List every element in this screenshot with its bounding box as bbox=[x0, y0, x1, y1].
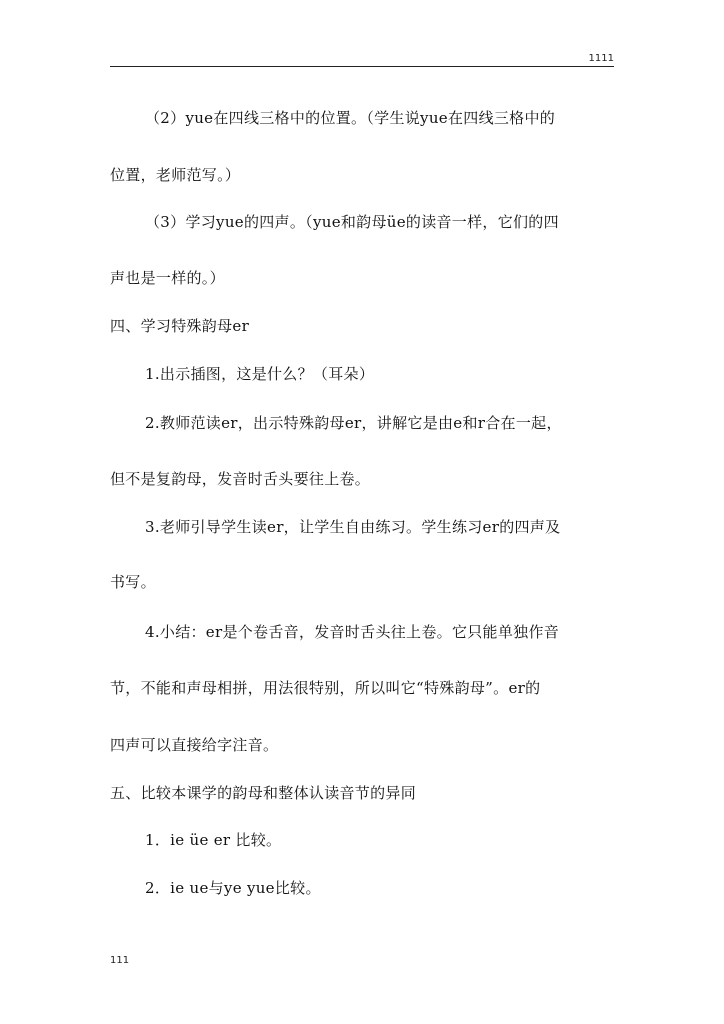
list-item: 2.教师范读er，出示特殊韵母er，讲解它是由e和r合在一起， bbox=[145, 414, 562, 432]
section-heading: 四、学习特殊韵母er bbox=[110, 317, 250, 335]
section-heading: 五、比较本课学的韵母和整体认读音节的异同 bbox=[110, 784, 417, 802]
header-page-number: 1111 bbox=[588, 53, 614, 64]
list-item: 1．ie üe er 比较。 bbox=[145, 831, 282, 849]
header-divider bbox=[110, 66, 614, 67]
paragraph-line: 四声可以直接给字注音。 bbox=[110, 736, 279, 754]
paragraph-line: 节，不能和声母相拼，用法很特别，所以叫它“特殊韵母”。er的 bbox=[110, 679, 541, 697]
list-item: 3.老师引导学生读er，让学生自由练习。学生练习er的四声及 bbox=[145, 518, 561, 536]
paragraph-line: 书写。 bbox=[110, 573, 156, 591]
list-item: 1.出示插图，这是什么？（耳朵） bbox=[145, 365, 375, 383]
paragraph-line: 声也是一样的。） bbox=[110, 269, 225, 287]
paragraph-line: （3）学习yue的四声。（yue和韵母üe的读音一样，它们的四 bbox=[145, 213, 559, 231]
paragraph-line: 但不是复韵母，发音时舌头要往上卷。 bbox=[110, 470, 371, 488]
list-item: 4.小结：er是个卷舌音，发音时舌头往上卷。它只能单独作音 bbox=[145, 623, 560, 641]
list-item: 2．ie ue与ye yue比较。 bbox=[145, 879, 321, 897]
paragraph-line: 位置，老师范写。） bbox=[110, 166, 241, 184]
footer-page-number: 111 bbox=[110, 955, 130, 966]
paragraph-line: （2）yue在四线三格中的位置。（学生说yue在四线三格中的 bbox=[145, 109, 556, 127]
